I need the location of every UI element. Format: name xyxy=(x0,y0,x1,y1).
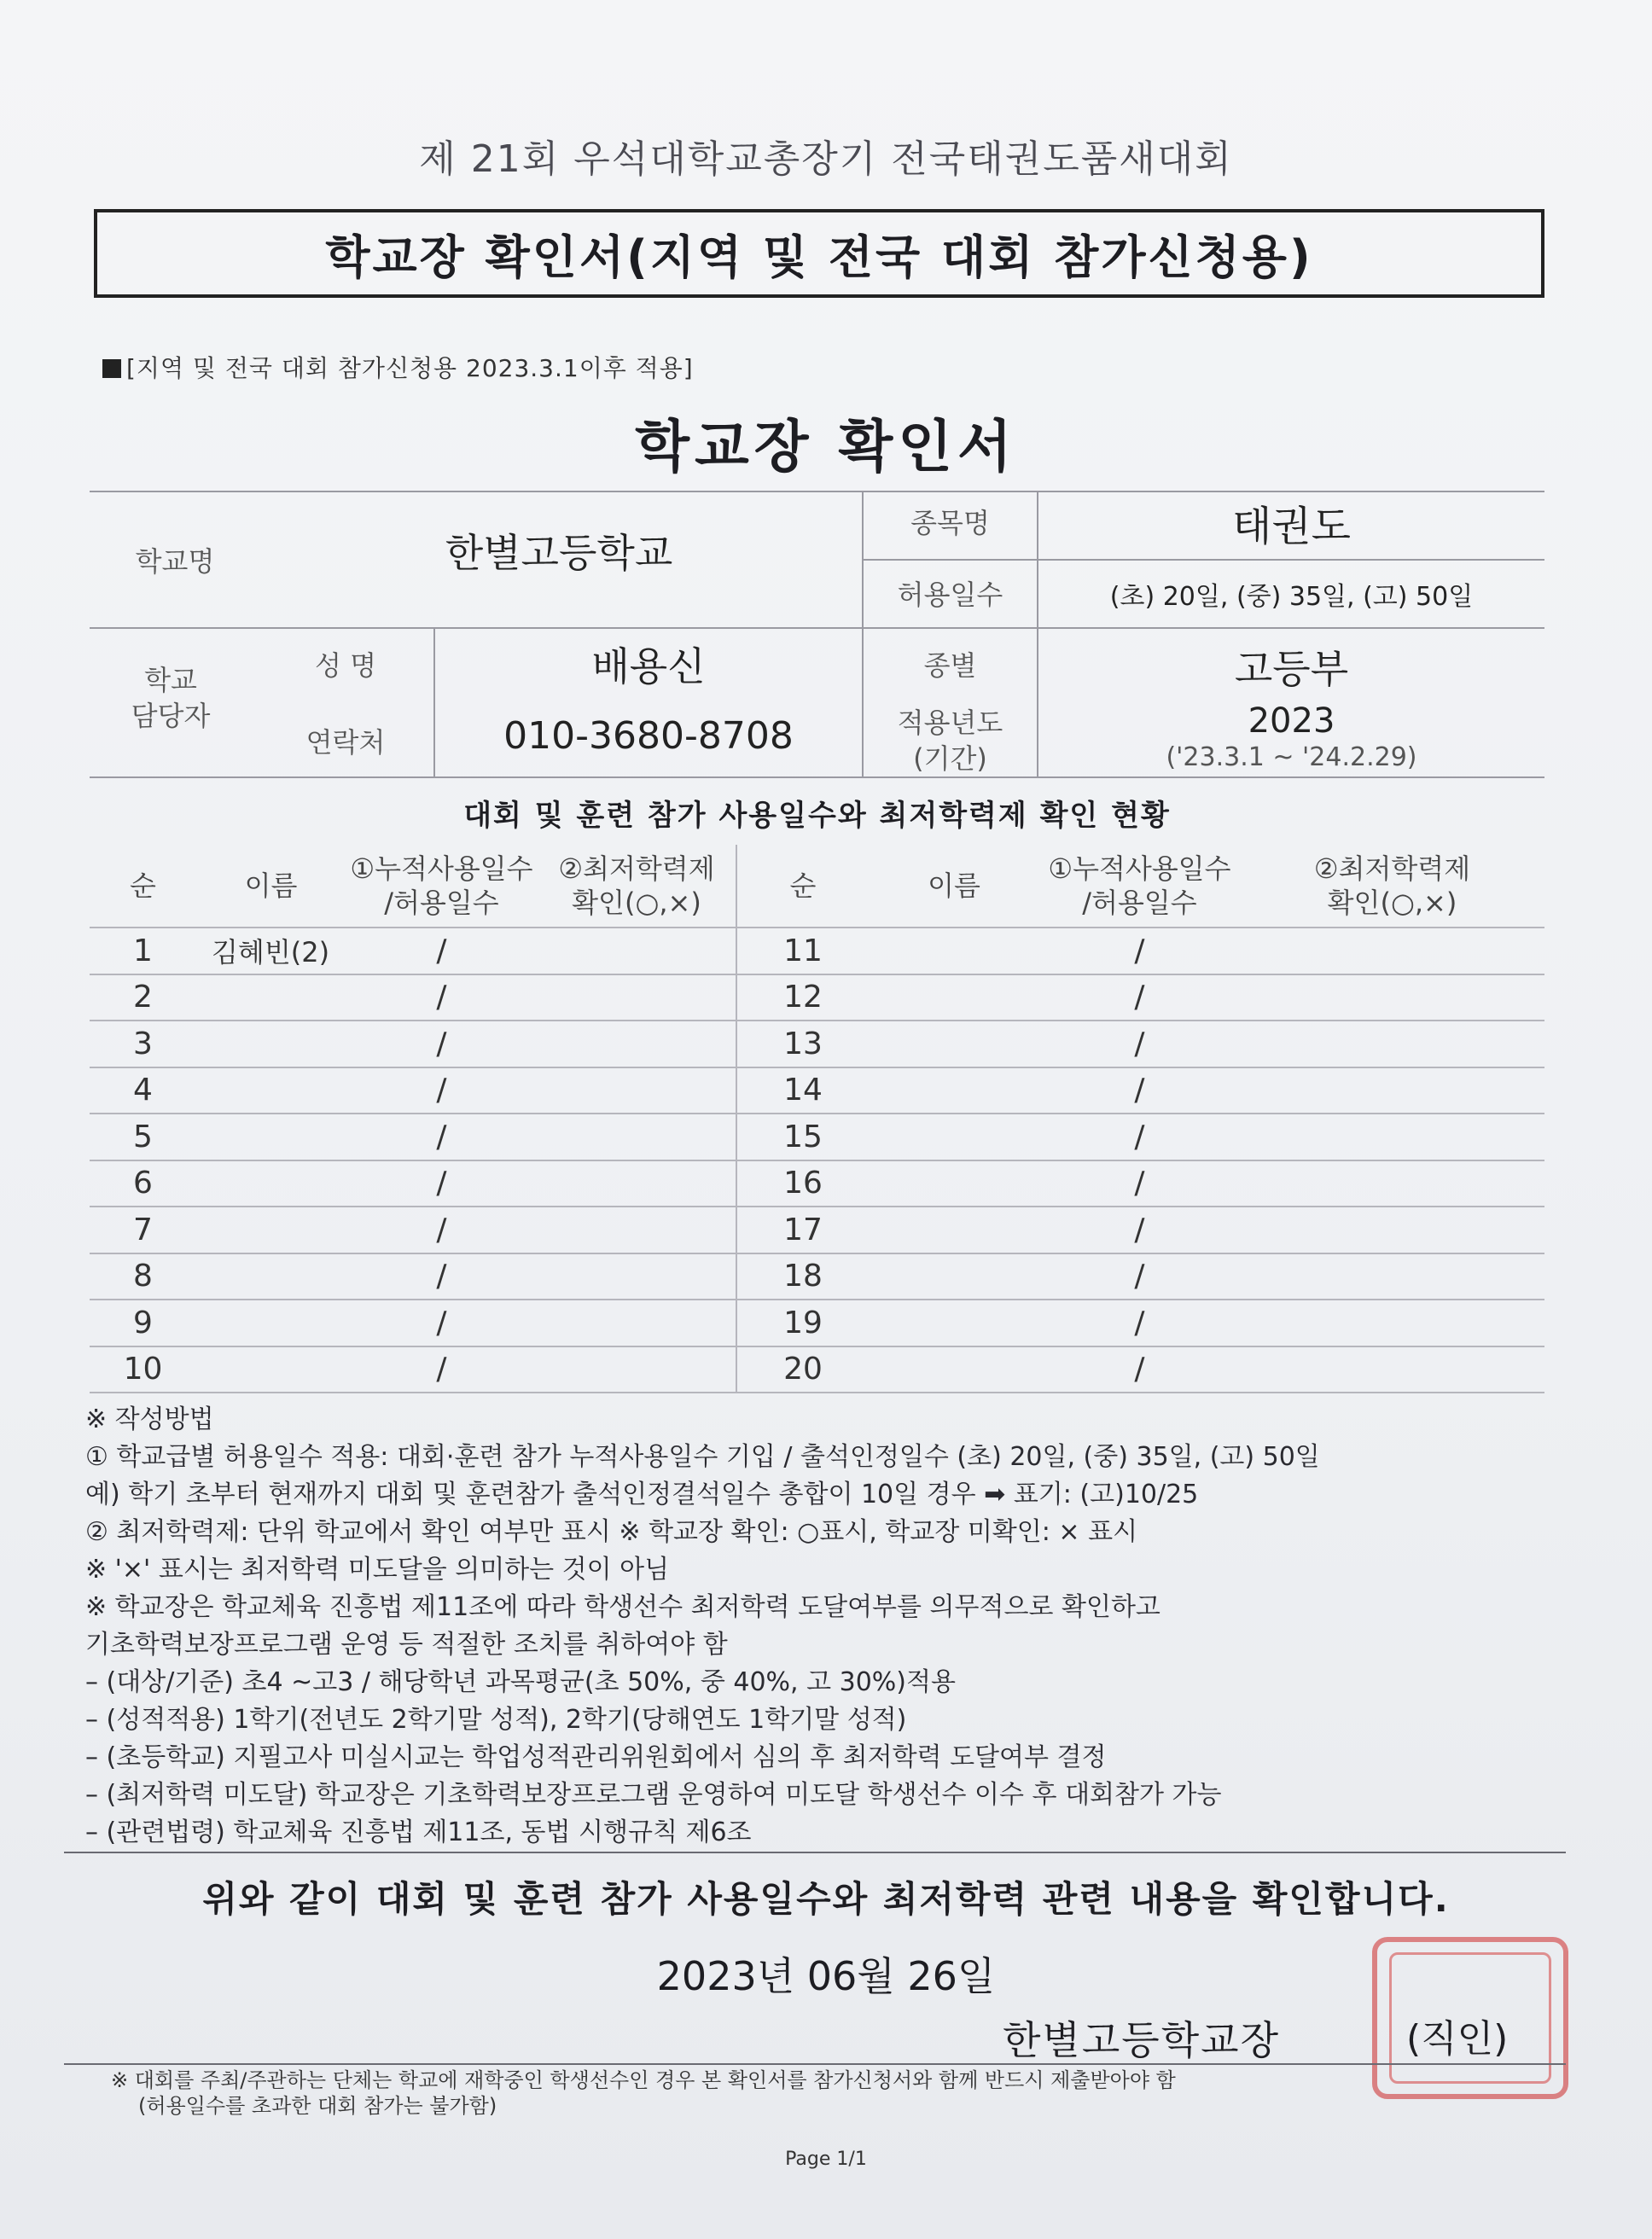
row-no: 2 xyxy=(90,974,196,1021)
row-days: / xyxy=(346,1067,538,1114)
row-min xyxy=(538,1160,736,1207)
row-days: / xyxy=(346,1253,538,1300)
row-no: 17 xyxy=(736,1207,869,1253)
row-min xyxy=(1240,974,1544,1021)
table-row xyxy=(90,1160,1544,1207)
manager-label-line2: 담당자 xyxy=(131,700,211,732)
row-no: 13 xyxy=(736,1021,869,1067)
col-days-left xyxy=(346,845,538,928)
col-no-left: 순 xyxy=(90,845,196,928)
row-min xyxy=(1240,1346,1544,1393)
row-no: 18 xyxy=(736,1253,869,1300)
grid-line xyxy=(90,776,1544,778)
col-min-line1: ②최저학력제 xyxy=(1313,852,1471,885)
row-name xyxy=(196,1067,346,1114)
row-name xyxy=(869,1067,1039,1114)
row-min xyxy=(1240,1300,1544,1346)
school-label: 학교명 xyxy=(135,545,215,578)
apply-note xyxy=(102,350,694,384)
row-days: / xyxy=(1039,1067,1240,1114)
row-min xyxy=(1240,928,1544,974)
row-no: 14 xyxy=(736,1067,869,1114)
col-min-left xyxy=(538,845,736,928)
name-label: 성 명 xyxy=(315,649,376,682)
table-row xyxy=(90,928,1544,974)
instruction-line: ① 학교급별 허용일수 적용: 대회·훈련 참가 누적사용일수 기입 / 출석인정일수 (초) 20일, (중) 35일, (고) 50일 xyxy=(85,1442,1320,1472)
row-no: 7 xyxy=(90,1207,196,1253)
table-row xyxy=(90,1207,1544,1253)
row-days: / xyxy=(346,1114,538,1160)
row-name xyxy=(196,1207,346,1253)
row-min xyxy=(1240,1021,1544,1067)
table-row xyxy=(90,1346,1544,1393)
col-min-line2: 확인(○,×) xyxy=(1327,887,1457,919)
row-min xyxy=(538,928,736,974)
row-no: 9 xyxy=(90,1300,196,1346)
row-no: 6 xyxy=(90,1160,196,1207)
row-no: 11 xyxy=(736,928,869,974)
col-min-line1: ②최저학력제 xyxy=(558,852,715,885)
row-days: / xyxy=(346,928,538,974)
row-min xyxy=(538,1207,736,1253)
period-value: ('23.3.1 ~ '24.2.29) xyxy=(1166,742,1417,772)
row-days: / xyxy=(346,1160,538,1207)
row-days: / xyxy=(1039,1114,1240,1160)
row-name xyxy=(196,1346,346,1393)
row-no: 3 xyxy=(90,1021,196,1067)
grid-line xyxy=(90,627,1544,629)
row-min xyxy=(538,1346,736,1393)
event-value: 태권도 xyxy=(1231,503,1352,550)
form-title-box xyxy=(94,209,1544,298)
row-min xyxy=(538,1253,736,1300)
footer-note xyxy=(111,2067,1176,2119)
row-no: 1 xyxy=(90,928,196,974)
col-min-right xyxy=(1240,845,1544,928)
year-label xyxy=(864,705,1037,776)
col-days-line1: ①누적사용일수 xyxy=(350,852,533,885)
square-bullet-icon xyxy=(102,359,121,378)
event-label: 종목명 xyxy=(910,507,990,539)
instructions xyxy=(85,1401,1553,1852)
row-min xyxy=(1240,1114,1544,1160)
footer-note-line2: (허용일수를 초과한 대회 참가는 불가함) xyxy=(138,2094,497,2118)
row-days: / xyxy=(346,1346,538,1393)
confirmation-statement: 위와 같이 대회 및 훈련 참가 사용일수와 최저학력 관련 내용을 확인합니다. xyxy=(202,1878,1450,1920)
competition-title: 제 21회 우석대학교총장기 전국태권도품새대회 xyxy=(419,137,1233,181)
footer-note-line1: ※ 대회를 주최/주관하는 단체는 학교에 재학중인 학생선수인 경우 본 확인서를 참가신청서와 함께 반드시 제출받아야 함 xyxy=(111,2068,1176,2092)
row-name xyxy=(869,928,1039,974)
participation-table xyxy=(90,845,1544,1393)
row-no: 16 xyxy=(736,1160,869,1207)
row-no: 10 xyxy=(90,1346,196,1393)
row-days: / xyxy=(1039,1160,1240,1207)
row-days: / xyxy=(1039,1253,1240,1300)
row-name xyxy=(869,1207,1039,1253)
division-value: 고등부 xyxy=(1234,646,1349,692)
instruction-line: 기초학력보장프로그램 운영 등 적절한 조치를 취하여야 함 xyxy=(85,1630,728,1660)
table-caption: 대회 및 훈련 참가 사용일수와 최저학력제 확인 현황 xyxy=(463,799,1171,833)
col-name-right: 이름 xyxy=(869,845,1039,928)
table-header-row xyxy=(90,845,1544,928)
row-min xyxy=(1240,1160,1544,1207)
division-label: 종별 xyxy=(923,649,977,682)
row-name xyxy=(196,1300,346,1346)
row-no: 4 xyxy=(90,1067,196,1114)
contact-label: 연락처 xyxy=(305,726,386,759)
row-name xyxy=(196,1160,346,1207)
row-name xyxy=(869,1114,1039,1160)
contact-value: 010-3680-8708 xyxy=(503,714,794,758)
row-days: / xyxy=(346,1021,538,1067)
row-no: 19 xyxy=(736,1300,869,1346)
year-value: 2023 xyxy=(1248,701,1335,741)
row-name xyxy=(869,1253,1039,1300)
col-no-right: 순 xyxy=(736,845,869,928)
grid-line xyxy=(90,491,1544,492)
manager-label xyxy=(90,662,252,734)
document-title: 학교장 확인서 xyxy=(635,414,1017,480)
row-name xyxy=(869,1346,1039,1393)
form-title: 학교장 확인서(지역 및 전국 대회 참가신청용) xyxy=(325,230,1313,284)
row-days: / xyxy=(1039,1021,1240,1067)
page-number: Page 1/1 xyxy=(785,2149,867,2170)
name-value: 배용신 xyxy=(591,643,706,689)
allowed-days-label: 허용일수 xyxy=(897,579,1003,611)
row-name: 김혜빈(2) xyxy=(196,928,346,974)
row-name xyxy=(196,974,346,1021)
row-days: / xyxy=(1039,1207,1240,1253)
instruction-line: – (관련법령) 학교체육 진흥법 제11조, 동법 시행규칙 제6조 xyxy=(85,1817,752,1847)
col-min-line2: 확인(○,×) xyxy=(572,887,701,919)
instruction-line: – (최저학력 미도달) 학교장은 기초학력보장프로그램 운영하여 미도달 학생선수 이수 후 대회참가 가능 xyxy=(85,1780,1222,1810)
divider xyxy=(64,2063,1566,2065)
instruction-line: ※ '×' 표시는 최저학력 미도달을 의미하는 것이 아님 xyxy=(85,1555,670,1585)
row-no: 20 xyxy=(736,1346,869,1393)
instruction-line: 예) 학기 초부터 현재까지 대회 및 훈련참가 출석인정결석일수 총합이 10일 경우 ➡ 표기: (고)10/25 xyxy=(85,1480,1199,1509)
row-days: / xyxy=(346,1207,538,1253)
seal-label: (직인) xyxy=(1406,2017,1509,2061)
year-label-line2: (기간) xyxy=(913,742,987,775)
row-no: 15 xyxy=(736,1114,869,1160)
row-min xyxy=(1240,1207,1544,1253)
col-days-right xyxy=(1039,845,1240,928)
row-min xyxy=(538,1021,736,1067)
divider xyxy=(64,1852,1566,1853)
row-name xyxy=(869,1300,1039,1346)
row-days: / xyxy=(346,1300,538,1346)
instruction-line: ※ 학교장은 학교체육 진흥법 제11조에 따라 학생선수 최저학력 도달여부를 의무적으로 확인하고 xyxy=(85,1592,1160,1622)
row-no: 12 xyxy=(736,974,869,1021)
apply-note-text: [지역 및 전국 대회 참가신청용 2023.3.1이후 적용] xyxy=(126,354,694,382)
year-label-line1: 적용년도 xyxy=(897,707,1003,739)
row-no: 8 xyxy=(90,1253,196,1300)
row-name xyxy=(869,974,1039,1021)
instruction-line: ② 최저학력제: 단위 학교에서 확인 여부만 표시 ※ 학교장 확인: ○표시, 학교장 미확인: × 표시 xyxy=(85,1517,1138,1547)
table-row xyxy=(90,1253,1544,1300)
instruction-line: ※ 작성방법 xyxy=(85,1404,214,1434)
table-row xyxy=(90,1300,1544,1346)
row-days: / xyxy=(1039,1346,1240,1393)
col-days-line1: ①누적사용일수 xyxy=(1048,852,1231,885)
row-min xyxy=(538,1067,736,1114)
row-min xyxy=(538,1114,736,1160)
table-row xyxy=(90,1067,1544,1114)
col-days-line2: /허용일수 xyxy=(384,887,499,919)
row-name xyxy=(869,1160,1039,1207)
instruction-line: – (초등학교) 지필고사 미실시교는 학업성적관리위원회에서 심의 후 최저학력 도달여부 결정 xyxy=(85,1742,1107,1772)
col-days-line2: /허용일수 xyxy=(1082,887,1197,919)
manager-label-line1: 학교 xyxy=(144,664,197,696)
row-min xyxy=(538,974,736,1021)
table-row xyxy=(90,1021,1544,1067)
row-no: 5 xyxy=(90,1114,196,1160)
row-name xyxy=(196,1021,346,1067)
col-name-left: 이름 xyxy=(196,845,346,928)
row-min xyxy=(1240,1253,1544,1300)
row-days: / xyxy=(346,974,538,1021)
instruction-line: – (대상/기준) 초4 ~고3 / 해당학년 과목평균(초 50%, 중 40%, 고 30%)적용 xyxy=(85,1667,956,1697)
row-days: / xyxy=(1039,974,1240,1021)
row-min xyxy=(1240,1067,1544,1114)
row-name xyxy=(869,1021,1039,1067)
instruction-line: – (성적적용) 1학기(전년도 2학기말 성적), 2학기(당해연도 1학기말 성적) xyxy=(85,1705,907,1735)
confirmation-date: 2023년 06월 26일 xyxy=(656,1953,996,1999)
table-row xyxy=(90,1114,1544,1160)
row-days: / xyxy=(1039,928,1240,974)
row-days: / xyxy=(1039,1300,1240,1346)
principal-name: 한별고등학교장 xyxy=(1003,2017,1281,2063)
row-min xyxy=(538,1300,736,1346)
table-row xyxy=(90,974,1544,1021)
school-value: 한별고등학교 xyxy=(445,530,673,576)
allowed-days-value: (초) 20일, (중) 35일, (고) 50일 xyxy=(1109,582,1474,612)
row-name xyxy=(196,1253,346,1300)
grid-line xyxy=(862,559,1544,561)
row-name xyxy=(196,1114,346,1160)
